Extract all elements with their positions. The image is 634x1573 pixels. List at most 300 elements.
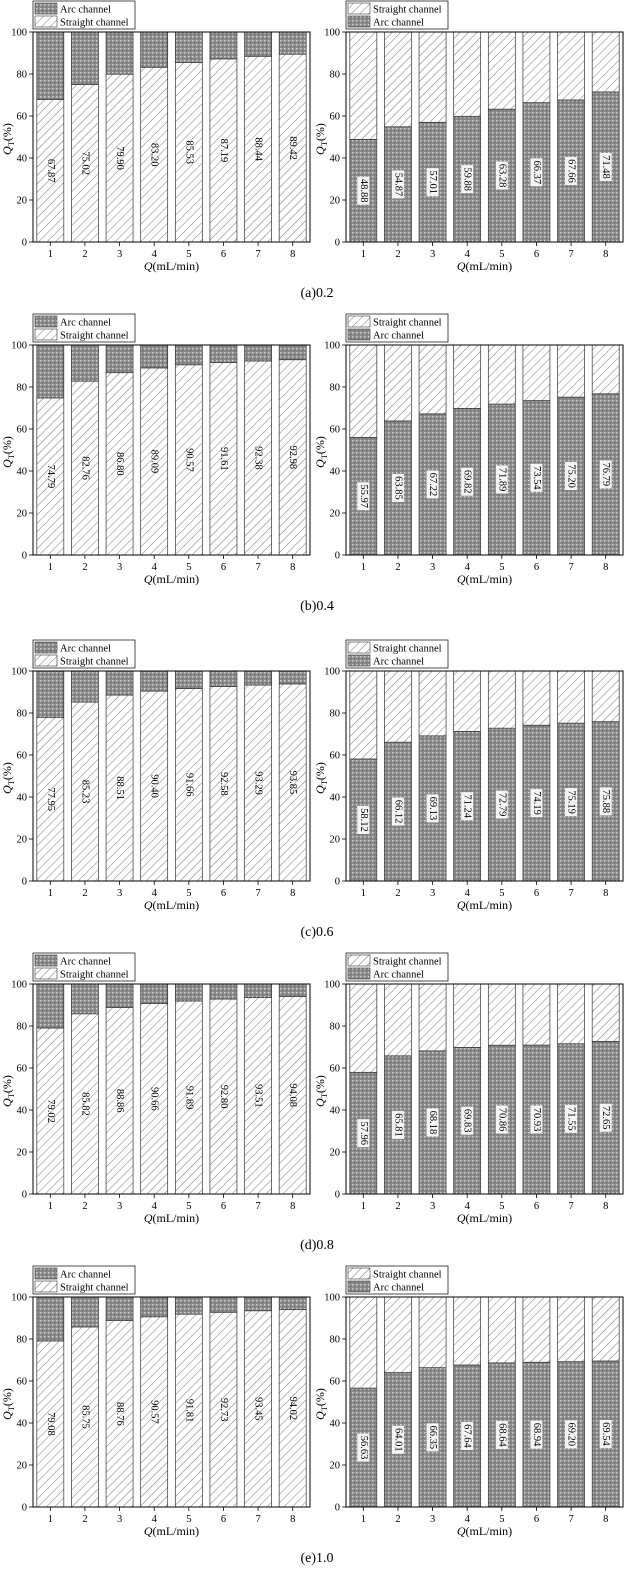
legend-swatch — [35, 655, 57, 666]
bar-segment — [558, 1297, 585, 1362]
x-tick-label: 6 — [533, 249, 540, 260]
bar-segment — [141, 345, 168, 368]
chart-5-left — [0, 1266, 310, 1538]
bar-segment — [419, 984, 446, 1051]
x-tick-label: 2 — [395, 1514, 401, 1525]
legend — [33, 1266, 135, 1294]
x-tick-label: 5 — [499, 1201, 505, 1212]
x-tick-label: 4 — [464, 1201, 470, 1212]
x-tick-label: 8 — [290, 888, 296, 899]
chart-4-left — [0, 953, 310, 1225]
x-tick-label: 2 — [395, 888, 401, 899]
data-label: 67.87 — [44, 158, 56, 183]
legend-swatch — [35, 16, 57, 27]
legend — [346, 640, 448, 668]
bar-segment — [175, 984, 202, 1001]
data-label: 77.95 — [44, 787, 56, 811]
data-label: 86.80 — [114, 452, 126, 476]
bar-segment — [210, 345, 237, 363]
y-tick-label: 100 — [11, 666, 27, 678]
legend-label: Straight channel — [373, 4, 442, 16]
y-tick-label: 60 — [329, 750, 340, 762]
legend-swatch — [348, 1268, 370, 1279]
y-tick-label: 40 — [16, 1418, 27, 1430]
bar-segment — [106, 671, 133, 695]
bar-segment — [523, 984, 550, 1045]
data-label: 74.79 — [44, 464, 56, 489]
x-axis-label: Q(mL/min) — [143, 1211, 200, 1225]
x-tick-label: 6 — [220, 888, 227, 899]
bar-segment — [71, 32, 98, 84]
bar-segment — [523, 345, 550, 401]
x-axis-label: Q(mL/min) — [456, 572, 513, 586]
data-label: 93.29 — [252, 771, 264, 795]
x-tick-label: 2 — [395, 249, 401, 260]
y-tick-label: 80 — [329, 708, 340, 720]
legend-swatch — [348, 329, 370, 340]
x-tick-label: 1 — [47, 1201, 53, 1212]
data-label: 58.12 — [357, 808, 369, 832]
y-axis-label: $Q_T(\%)$ — [313, 436, 329, 468]
legend-label: Arc channel — [373, 1282, 425, 1294]
data-label: 75.88 — [600, 789, 612, 814]
data-label: 64.01 — [392, 1427, 404, 1452]
y-tick-label: 0 — [334, 876, 340, 888]
data-label: 94.02 — [287, 1396, 299, 1421]
data-label: 56.63 — [357, 1435, 369, 1460]
bar-segment — [245, 32, 272, 56]
data-label: 73.54 — [530, 465, 542, 490]
x-tick-label: 2 — [395, 1201, 401, 1212]
data-label: 90.66 — [148, 1086, 160, 1111]
data-label: 91.66 — [183, 772, 195, 797]
bar-segment — [37, 32, 64, 99]
bar-segment — [175, 1297, 202, 1314]
y-tick-label: 60 — [16, 750, 27, 762]
x-tick-label: 7 — [255, 562, 261, 573]
x-tick-label: 8 — [290, 1201, 296, 1212]
x-axis-label: Q(mL/min) — [143, 898, 200, 912]
y-tick-label: 0 — [21, 876, 27, 888]
x-tick-label: 4 — [464, 1514, 470, 1525]
panel-caption: (e)1.0 — [300, 1551, 334, 1566]
y-axis-label: $Q_T(\%)$ — [0, 123, 16, 155]
bar-segment — [350, 671, 377, 759]
x-tick-label: 1 — [360, 249, 366, 260]
y-tick-label: 0 — [334, 550, 340, 562]
legend-swatch — [35, 1281, 57, 1292]
data-label: 65.81 — [392, 1113, 404, 1137]
legend-label: Arc channel — [373, 17, 425, 29]
y-tick-label: 40 — [16, 153, 27, 165]
data-label: 91.81 — [183, 1398, 195, 1423]
x-tick-label: 2 — [82, 562, 88, 573]
bar-segment — [523, 32, 550, 103]
data-label: 74.19 — [530, 791, 542, 815]
bar-segment — [419, 671, 446, 736]
x-tick-label: 8 — [290, 562, 296, 573]
data-label: 67.22 — [427, 472, 439, 497]
chart-1-right — [313, 1, 623, 273]
bar-segment — [592, 1297, 619, 1361]
y-tick-label: 20 — [329, 1147, 340, 1159]
bar-segment — [279, 345, 306, 360]
bar-segment — [37, 345, 64, 398]
y-tick-label: 80 — [329, 1334, 340, 1346]
bar-segment — [558, 984, 585, 1044]
bar-segment — [419, 1297, 446, 1368]
chart-1-left — [0, 1, 310, 273]
legend — [33, 953, 135, 981]
data-label: 88.44 — [252, 137, 264, 161]
x-tick-label: 4 — [151, 249, 157, 260]
data-label: 93.45 — [252, 1397, 264, 1421]
legend-label: Straight channel — [60, 17, 129, 29]
y-tick-label: 80 — [16, 1334, 27, 1346]
data-label: 71.89 — [496, 467, 508, 492]
y-tick-label: 40 — [329, 153, 340, 165]
x-axis-label: Q(mL/min) — [456, 898, 513, 912]
legend-label: Arc channel — [373, 330, 425, 342]
x-tick-label: 7 — [568, 1514, 574, 1525]
y-tick-label: 60 — [329, 1063, 340, 1075]
bar-segment — [350, 345, 377, 437]
bar-segment — [592, 32, 619, 92]
y-tick-label: 60 — [16, 1063, 27, 1075]
data-label: 88.76 — [114, 1401, 126, 1426]
data-label: 71.48 — [600, 155, 612, 179]
data-label: 69.83 — [461, 1108, 473, 1133]
y-tick-label: 80 — [329, 69, 340, 81]
data-label: 85.23 — [79, 779, 91, 804]
legend-swatch — [348, 3, 370, 14]
y-tick-label: 40 — [329, 466, 340, 478]
bar-segment — [245, 671, 272, 685]
panel-caption: (a)0.2 — [300, 286, 334, 301]
legend-swatch — [348, 316, 370, 327]
bar-segment — [175, 671, 202, 689]
panel-caption: (c)0.6 — [300, 925, 334, 940]
x-tick-label: 8 — [603, 1514, 609, 1525]
bar-segment — [558, 32, 585, 100]
y-tick-label: 60 — [329, 1376, 340, 1388]
bar-segment — [350, 984, 377, 1072]
x-tick-label: 8 — [290, 1514, 296, 1525]
bar-segment — [141, 1297, 168, 1317]
data-label: 71.55 — [565, 1107, 577, 1131]
data-label: 79.08 — [44, 1412, 56, 1436]
x-tick-label: 8 — [603, 1201, 609, 1212]
bar-segment — [175, 32, 202, 62]
legend-label: Straight channel — [373, 317, 442, 329]
bar-segment — [71, 345, 98, 381]
data-label: 69.54 — [600, 1422, 612, 1446]
x-tick-label: 6 — [220, 1514, 227, 1525]
y-tick-label: 80 — [16, 1021, 27, 1033]
legend-label: Arc channel — [373, 656, 425, 668]
x-tick-label: 3 — [429, 249, 436, 260]
data-label: 69.13 — [427, 796, 439, 821]
data-label: 90.57 — [183, 448, 195, 472]
data-label: 92.58 — [217, 771, 229, 796]
y-tick-label: 100 — [11, 27, 27, 39]
data-label: 75.20 — [565, 464, 577, 488]
bar-segment — [245, 1297, 272, 1311]
data-label: 90.57 — [148, 1400, 160, 1424]
y-tick-label: 40 — [16, 792, 27, 804]
x-tick-label: 4 — [151, 1514, 157, 1525]
x-axis-label: Q(mL/min) — [456, 259, 513, 273]
x-tick-label: 3 — [429, 562, 436, 573]
y-tick-label: 0 — [21, 1189, 27, 1201]
bar-segment — [350, 32, 377, 139]
y-tick-label: 20 — [329, 195, 340, 207]
y-tick-label: 60 — [329, 111, 340, 123]
data-label: 57.01 — [427, 170, 439, 194]
x-axis-label: Q(mL/min) — [143, 259, 200, 273]
y-axis-label: $Q_T(\%)$ — [313, 123, 329, 155]
x-tick-label: 5 — [499, 562, 505, 573]
x-tick-label: 3 — [429, 1201, 436, 1212]
data-label: 70.86 — [496, 1107, 508, 1132]
bar-segment — [106, 32, 133, 74]
bar-segment — [454, 32, 481, 116]
x-tick-label: 6 — [220, 562, 227, 573]
x-tick-label: 1 — [360, 1201, 366, 1212]
y-tick-label: 40 — [16, 1105, 27, 1117]
x-tick-label: 2 — [82, 1514, 88, 1525]
x-tick-label: 8 — [603, 888, 609, 899]
data-label: 70.93 — [530, 1107, 542, 1132]
y-tick-label: 80 — [329, 382, 340, 394]
x-tick-label: 6 — [533, 1201, 540, 1212]
x-tick-label: 5 — [499, 249, 505, 260]
y-tick-label: 0 — [334, 1502, 340, 1514]
x-tick-label: 2 — [82, 249, 88, 260]
y-tick-label: 20 — [16, 195, 27, 207]
bar-segment — [488, 671, 515, 728]
data-label: 92.38 — [252, 446, 264, 470]
data-label: 92.98 — [287, 445, 299, 470]
y-tick-label: 80 — [16, 69, 27, 81]
y-tick-label: 100 — [324, 340, 340, 352]
bar-segment — [279, 671, 306, 684]
x-tick-label: 7 — [255, 888, 261, 899]
data-label: 91.61 — [217, 446, 229, 471]
y-tick-label: 60 — [16, 1376, 27, 1388]
data-label: 94.08 — [287, 1083, 299, 1108]
legend — [33, 1, 135, 29]
y-tick-label: 20 — [329, 834, 340, 846]
legend-label: Arc channel — [60, 317, 112, 329]
bar-segment — [210, 1297, 237, 1312]
legend — [33, 314, 135, 342]
x-tick-label: 8 — [603, 249, 609, 260]
legend-label: Arc channel — [373, 969, 425, 981]
y-tick-label: 20 — [16, 508, 27, 520]
legend — [33, 640, 135, 668]
data-label: 90.40 — [148, 774, 160, 798]
data-label: 92.80 — [217, 1084, 229, 1109]
bar-segment — [210, 32, 237, 59]
x-tick-label: 4 — [464, 249, 470, 260]
data-label: 71.24 — [461, 794, 473, 819]
chart-5-right — [313, 1266, 623, 1538]
panel-caption: (d)0.8 — [300, 1238, 334, 1253]
bar-segment — [384, 671, 411, 742]
bar-segment — [488, 345, 515, 404]
legend-swatch — [348, 16, 370, 27]
bar-segment — [141, 32, 168, 67]
x-axis-label: Q(mL/min) — [456, 1211, 513, 1225]
data-label: 69.82 — [461, 469, 473, 494]
y-tick-label: 100 — [324, 27, 340, 39]
data-label: 55.97 — [357, 484, 369, 509]
data-label: 82.76 — [79, 456, 91, 480]
bar-segment — [106, 984, 133, 1007]
chart-4-right — [313, 953, 623, 1225]
legend — [346, 1266, 448, 1294]
data-label: 48.88 — [357, 178, 369, 203]
x-tick-label: 6 — [533, 562, 540, 573]
x-tick-label: 1 — [47, 249, 53, 260]
bar-segment — [384, 984, 411, 1056]
data-label: 85.82 — [79, 1092, 91, 1116]
y-tick-label: 0 — [334, 237, 340, 249]
x-tick-label: 6 — [220, 249, 227, 260]
data-label: 85.53 — [183, 140, 195, 165]
bar-segment — [558, 671, 585, 723]
data-label: 63.28 — [496, 163, 508, 188]
x-tick-label: 3 — [116, 1201, 123, 1212]
data-label: 72.79 — [496, 792, 508, 817]
data-label: 67.64 — [461, 1424, 473, 1448]
x-tick-label: 2 — [82, 1201, 88, 1212]
x-tick-label: 6 — [533, 1514, 540, 1525]
data-label: 92.73 — [217, 1397, 229, 1422]
bar-segment — [592, 984, 619, 1041]
legend-label: Straight channel — [60, 969, 129, 981]
data-label: 68.18 — [427, 1110, 439, 1135]
bar-segment — [141, 984, 168, 1004]
data-label: 89.42 — [287, 136, 299, 160]
legend — [346, 1, 448, 29]
x-tick-label: 3 — [429, 888, 436, 899]
data-label: 67.66 — [565, 159, 577, 183]
legend-swatch — [348, 1281, 370, 1292]
legend-label: Straight channel — [373, 643, 442, 655]
bar-segment — [488, 984, 515, 1045]
legend-label: Straight channel — [373, 1269, 442, 1281]
x-tick-label: 5 — [186, 249, 192, 260]
x-tick-label: 3 — [116, 888, 123, 899]
bar-segment — [454, 345, 481, 408]
bar-segment — [419, 345, 446, 414]
y-tick-label: 20 — [16, 1147, 27, 1159]
x-tick-label: 6 — [220, 1201, 227, 1212]
x-tick-label: 7 — [255, 1201, 261, 1212]
y-tick-label: 20 — [16, 834, 27, 846]
legend-swatch — [35, 316, 57, 327]
y-tick-label: 60 — [329, 424, 340, 436]
y-tick-label: 40 — [16, 466, 27, 478]
data-label: 66.12 — [392, 799, 404, 824]
y-tick-label: 80 — [16, 382, 27, 394]
y-tick-label: 40 — [329, 792, 340, 804]
bar-segment — [245, 984, 272, 998]
bar-segment — [419, 32, 446, 122]
x-axis-label: Q(mL/min) — [456, 1524, 513, 1538]
y-tick-label: 100 — [324, 666, 340, 678]
bar-segment — [488, 1297, 515, 1363]
y-tick-label: 40 — [329, 1105, 340, 1117]
x-tick-label: 1 — [47, 1514, 53, 1525]
legend-swatch — [35, 642, 57, 653]
x-tick-label: 5 — [499, 888, 505, 899]
x-tick-label: 1 — [360, 888, 366, 899]
bar-segment — [37, 671, 64, 717]
bar-segment — [210, 671, 237, 687]
x-tick-label: 6 — [533, 888, 540, 899]
x-tick-label: 4 — [464, 562, 470, 573]
x-tick-label: 3 — [429, 1514, 436, 1525]
bar-segment — [454, 1297, 481, 1365]
y-tick-label: 100 — [11, 340, 27, 352]
legend-swatch — [35, 968, 57, 979]
y-tick-label: 100 — [324, 979, 340, 991]
x-tick-label: 7 — [568, 888, 574, 899]
chart-2-left — [0, 314, 310, 586]
data-label: 75.02 — [79, 151, 91, 176]
legend-label: Arc channel — [60, 956, 112, 968]
bar-segment — [592, 345, 619, 394]
data-label: 68.64 — [496, 1423, 508, 1447]
legend-label: Arc channel — [60, 1269, 112, 1281]
bar-segment — [71, 984, 98, 1014]
data-label: 59.88 — [461, 167, 473, 191]
x-tick-label: 7 — [568, 562, 574, 573]
y-tick-label: 60 — [16, 111, 27, 123]
chart-3-right — [313, 640, 623, 912]
data-label: 79.90 — [114, 146, 126, 170]
y-tick-label: 80 — [16, 708, 27, 720]
x-tick-label: 4 — [464, 888, 470, 899]
bar-segment — [37, 1297, 64, 1341]
x-tick-label: 7 — [568, 249, 574, 260]
bar-segment — [384, 345, 411, 421]
bar-segment — [523, 671, 550, 725]
y-tick-label: 0 — [21, 550, 27, 562]
bar-segment — [279, 984, 306, 996]
legend-swatch — [348, 655, 370, 666]
y-axis-label: $Q_T(\%)$ — [313, 1075, 329, 1107]
y-axis-label: $Q_T(\%)$ — [0, 1075, 16, 1107]
x-tick-label: 2 — [395, 562, 401, 573]
y-tick-label: 20 — [329, 508, 340, 520]
chart-2-right — [313, 314, 623, 586]
legend — [346, 314, 448, 342]
x-tick-label: 1 — [47, 562, 53, 573]
legend-label: Straight channel — [373, 956, 442, 968]
data-label: 66.35 — [427, 1425, 439, 1450]
bar-segment — [210, 984, 237, 999]
x-tick-label: 3 — [116, 562, 123, 573]
bar-segment — [71, 1297, 98, 1327]
y-tick-label: 0 — [21, 1502, 27, 1514]
legend-label: Straight channel — [60, 330, 129, 342]
bar-segment — [279, 1297, 306, 1310]
bar-segment — [488, 32, 515, 109]
